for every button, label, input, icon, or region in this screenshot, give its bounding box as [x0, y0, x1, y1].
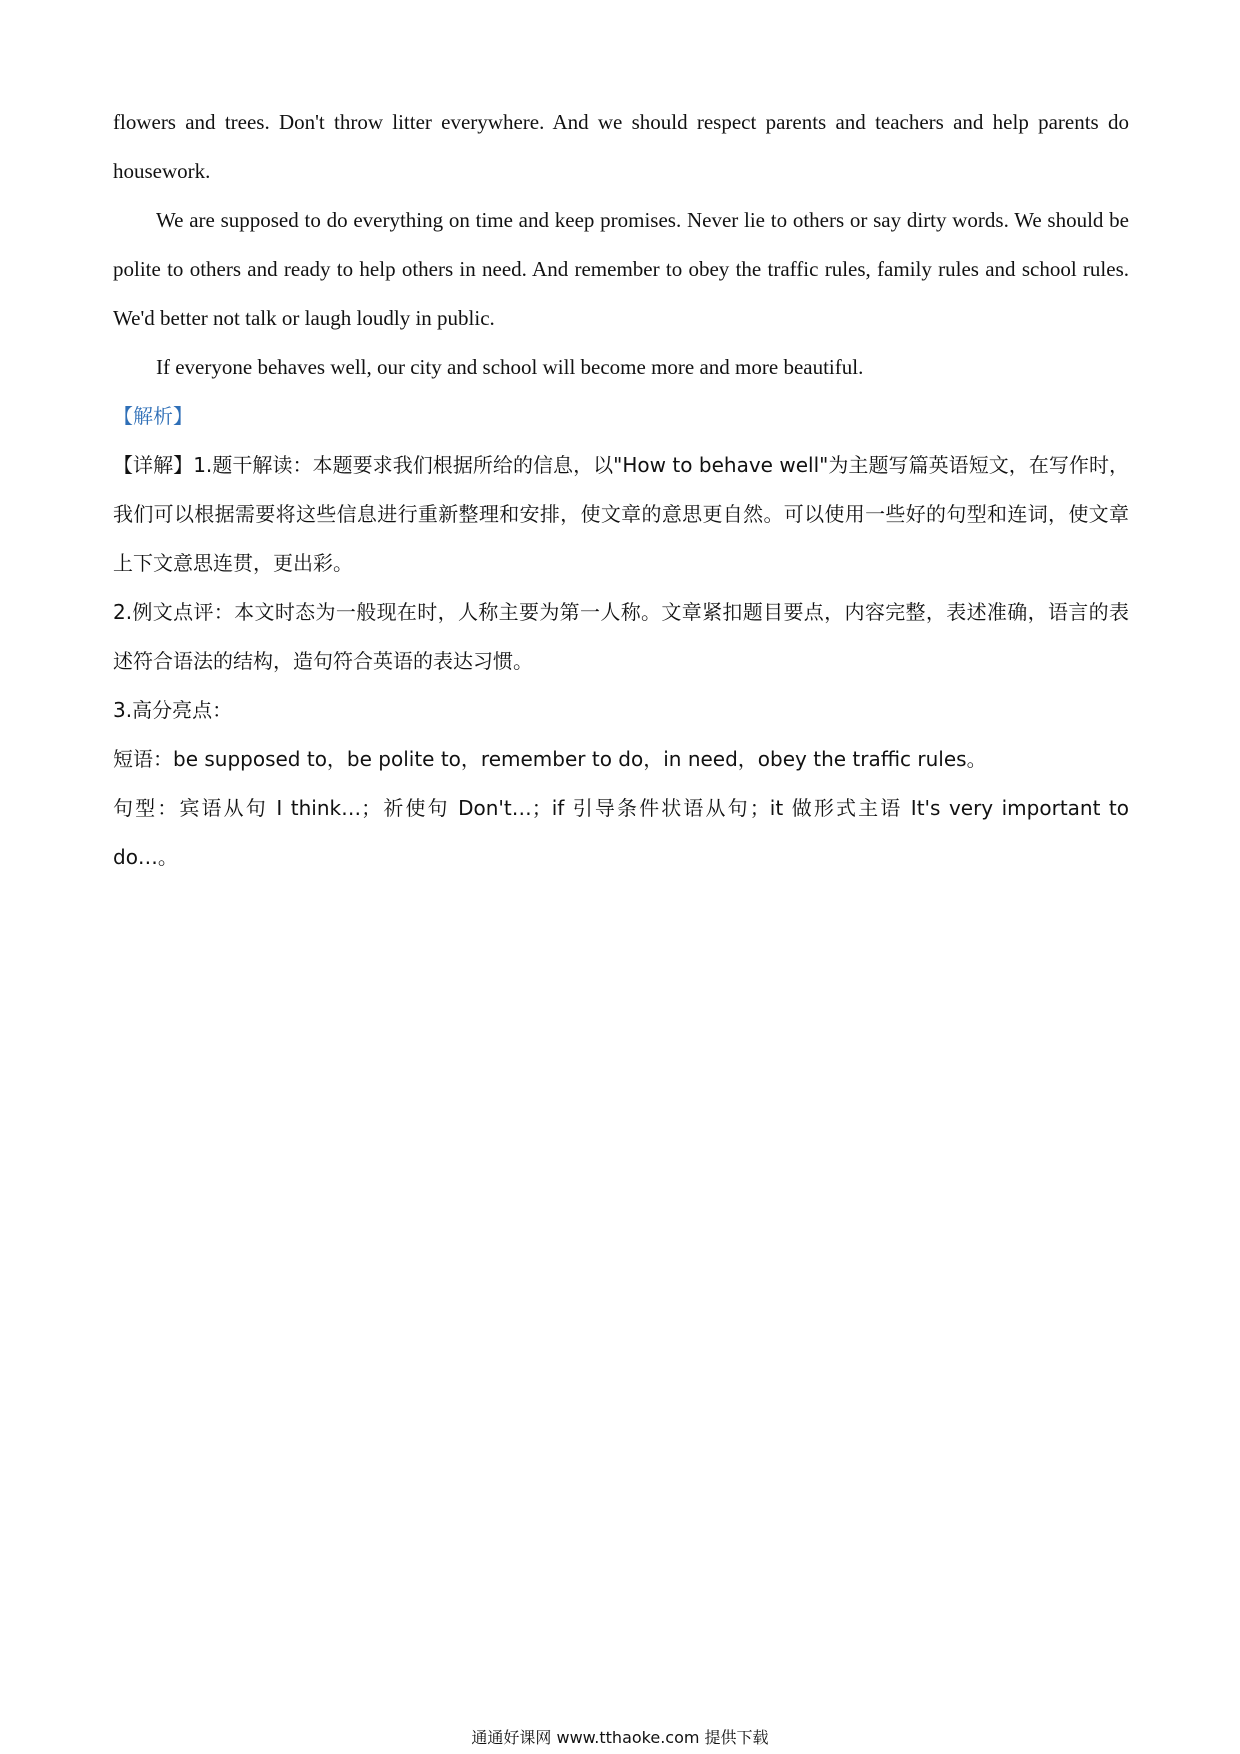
- essay-paragraph-1: flowers and trees. Don't throw litter everywhere. And we should respect parents and teachers and help parents do housework.: [113, 110, 1129, 183]
- essay-paragraph-2: We are supposed to do everything on time and keep promises. Never lie to others or say dirty words. We should be polite to others and ready to help others in need. And remember to obey the traffic rules, family rules and school rules. We'd better not talk or laugh loudly in public.: [113, 208, 1129, 330]
- essay-paragraph-3: If everyone behaves well, our city and school will become more and more beautiful.: [156, 355, 864, 379]
- analysis-point-2: 2.例文点评：本文时态为一般现在时，人称主要为第一人称。文章紧扣题目要点，内容完整，表述准确，语言的表述符合语法的结构，造句符合英语的表达习惯。: [113, 600, 1129, 673]
- detail-tag: 【详解】: [113, 453, 194, 477]
- analysis-heading: 【解析】: [113, 404, 193, 428]
- analysis-point-3: 3.高分亮点：: [113, 698, 233, 722]
- analysis-point-1-text: 1.题干解读：本题要求我们根据所给的信息，以"How to behave well"为主题写篇英语短文，在写作时，我们可以根据需要将这些信息进行重新整理和安排，使文章的意思更自然。可以使用一些好的句型和连词，使文章上下文意思连贯，更出彩。: [113, 453, 1129, 575]
- analysis-phrases: 短语：be supposed to，be polite to，remember to do，in need，obey the traffic rules。: [113, 747, 987, 771]
- page-footer: 通通好课网 www.tthaoke.com 提供下载: [471, 1728, 769, 1747]
- analysis-point-1: [113, 441, 1129, 588]
- document-body: [113, 98, 1129, 882]
- analysis-sentences: 句型：宾语从句 I think…；祈使句 Don't…；if 引导条件状语从句；it 做形式主语 It's very important to do…。: [113, 796, 1129, 869]
